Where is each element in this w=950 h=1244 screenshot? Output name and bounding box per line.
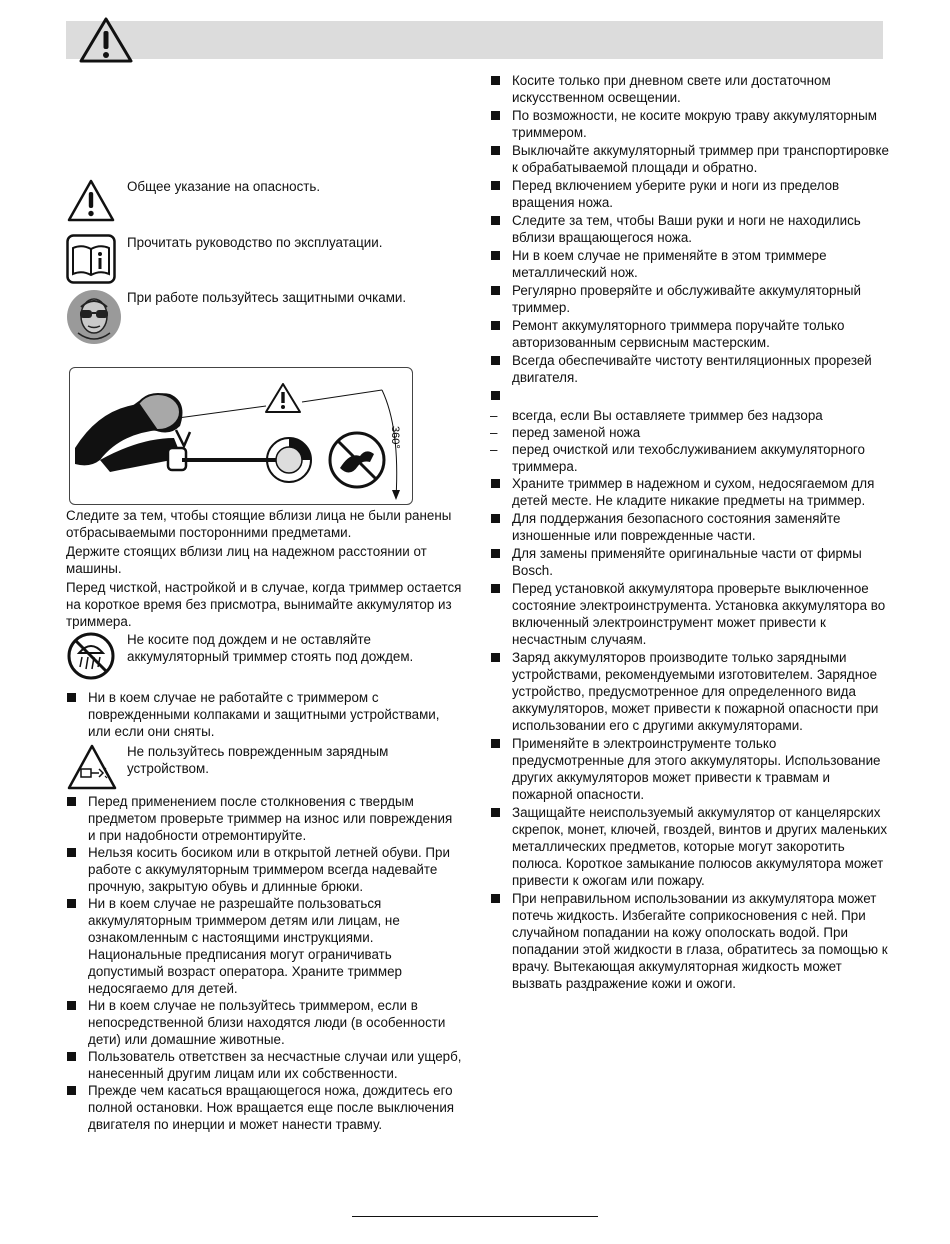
trimmer-illustration — [70, 368, 412, 504]
symbol-text: Общее указание на опасность. — [127, 179, 321, 194]
bullet-square-icon — [491, 146, 500, 155]
charger-note: Не пользуйтесь поврежденным зарядным устройством. — [127, 744, 389, 776]
trimmer-hazard-figure — [69, 367, 413, 505]
paragraph: Держите стоящих вблизи лиц на надежном расстоянии от машины. — [66, 544, 427, 576]
bullet-square-icon — [491, 356, 500, 365]
list-item — [490, 735, 890, 803]
list-item-text: Всегда обеспечивайте чистоту вентиляционных прорезей двигателя. — [512, 353, 872, 385]
list-item — [66, 895, 462, 997]
bullet-square-icon — [491, 286, 500, 295]
bullet-square-icon — [491, 894, 500, 903]
left-paragraphs — [66, 507, 462, 632]
list-item-text: Применяйте в электроинструменте только предусмотренные для этого аккумуляторы. Использование других аккумуляторов может привести к травмам и пожарной опасности. — [512, 736, 881, 802]
list-item — [490, 282, 890, 316]
list-item — [66, 1048, 462, 1082]
list-item-text: Для замены применяйте оригинальные части от фирмы Bosch. — [512, 546, 862, 578]
list-item-text: Нельзя косить босиком или в открытой летней обуви. При работе с аккумуляторным триммером всегда надевайте прочную, закрытую обувь и длинные брюки. — [88, 845, 450, 894]
list-item-text: Ни в коем случае не работайте с триммером с поврежденными колпаками и защитными устройствами, или если они сняты. — [88, 690, 440, 739]
paragraph: Следите за тем, чтобы стоящие вблизи лица не были ранены отбрасываемыми посторонними предметами. — [66, 508, 452, 540]
list-item-text: Перед применением после столкновения с твердым предметом проверьте триммер на износ или повреждения и при надобности отремонтируйте. — [88, 794, 453, 843]
list-item — [490, 545, 890, 579]
list-item-text: Косите только при дневном свете или достаточном искусственном освещении. — [512, 73, 831, 105]
list-item-text: Ни в коем случае не пользуйтесь триммером, если в непосредственной близи находятся люди (в особенности дети) или домашние животные. — [88, 998, 446, 1047]
bullet-square-icon — [491, 479, 500, 488]
list-item — [66, 793, 462, 844]
list-item-text: Ремонт аккумуляторного триммера поручайте только авторизованным сервисным мастерским. — [512, 318, 845, 350]
list-item-text: Защищайте неиспользуемый аккумулятор от канцелярских скрепок, монет, ключей, гвоздей, винтов и других маленьких металлических предметов, которые могут закоротить полюса. Короткое замыкание полюсов аккумулятора может привести к ожогам или пожару. — [512, 805, 888, 888]
list-item-text: Для поддержания безопасного состояния заменяйте изношенные или поврежденные части. — [512, 511, 841, 543]
list-item-text: Заряд аккумуляторов производите только зарядными устройствами, рекомендуемыми изготовителем. Зарядное устройство, предусмотренное для определенного вида аккумуляторов, может привести к пожарной опасности при использовании его с другими аккумуляторами. — [512, 650, 879, 733]
list-item — [490, 177, 890, 211]
section-header-bar — [66, 21, 883, 59]
list-item — [66, 1082, 462, 1133]
symbol-text: Прочитать руководство по эксплуатации. — [127, 235, 383, 250]
list-item — [490, 142, 890, 176]
bullet-square-icon — [491, 653, 500, 662]
list-item-text: При неправильном использовании из аккумулятора может потечь жидкость. Избегайте соприкосновения с ней. При случайном попадании на кожу ополоскать водой. При попадании этой жидкости в глаза, обратитесь за помощью к врачу. Вытекающая аккумуляторная жидкость может вызвать раздражение кожи и ожоги. — [512, 891, 888, 991]
list-item — [490, 804, 890, 889]
bullet-square-icon — [491, 181, 500, 190]
list-item — [490, 317, 890, 351]
list-item-text: Ни в коем случае не разрешайте пользоваться аккумуляторным триммером детям или лицам, не ознакомленным с настоящими инструкциями. Национальные предписания могут ограничивать допустимый возраст оператора. Храните триммер недосягаемо для детей. — [88, 896, 402, 996]
bullet-square-icon — [491, 76, 500, 85]
bullet-square-icon — [67, 693, 76, 702]
list-item — [490, 212, 890, 246]
bullet-square-icon — [67, 1052, 76, 1061]
right-column — [490, 72, 890, 993]
warning-triangle-icon — [78, 16, 134, 64]
list-item-text: Регулярно проверяйте и обслуживайте аккумуляторный триммер. — [512, 283, 861, 315]
bullet-square-icon — [67, 1086, 76, 1095]
bullet-square-icon — [491, 514, 500, 523]
list-item-text: Перед установкой аккумулятора проверьте выключенное состояние электроинструмента. Установка аккумулятора во включенный электроинструмент может привести к несчастным случаям. — [512, 581, 886, 647]
bullet-square-icon — [67, 899, 76, 908]
footer-rule — [352, 1216, 598, 1217]
dash-item — [490, 407, 890, 424]
read-manual-icon — [66, 234, 116, 284]
bullet-square-icon — [491, 216, 500, 225]
list-item-text: Следите за тем, чтобы Ваши руки и ноги не находились вблизи вращающегося ножа. — [512, 213, 861, 245]
bullet-square-icon — [491, 739, 500, 748]
dash-item-text: перед очисткой или техобслуживанием аккумуляторного триммера. — [512, 442, 865, 474]
bullet-square-icon — [67, 1001, 76, 1010]
list-item — [490, 107, 890, 141]
list-item — [490, 475, 890, 509]
list-item — [66, 844, 462, 895]
list-item — [490, 649, 890, 734]
bullet-square-icon — [491, 251, 500, 260]
list-item — [66, 689, 462, 740]
list-item-text: По возможности, не косите мокрую траву аккумуляторным триммером. — [512, 108, 877, 140]
bullet-square-icon — [491, 549, 500, 558]
damaged-charger-warning-icon — [66, 743, 118, 791]
bullet-square-icon — [67, 797, 76, 806]
rain-note: Не косите под дождем и не оставляйте аккумуляторный триммер стоять под дождем. — [127, 632, 414, 664]
dash-marker: – — [490, 425, 498, 440]
left-bullets-a — [66, 689, 462, 740]
dash-item-text: всегда, если Вы оставляете триммер без надзора — [512, 408, 823, 423]
list-item-text: Прежде чем касаться вращающегося ножа, дождитесь его полной остановки. Нож вращается еще после выключения двигателя по инерции и может нанести травму. — [88, 1083, 455, 1132]
dash-item-text: перед заменой ножа — [512, 425, 641, 440]
dash-marker: – — [490, 408, 498, 423]
safety-goggles-icon — [66, 289, 122, 345]
list-item — [490, 72, 890, 106]
list-item — [490, 510, 890, 544]
list-item — [490, 352, 890, 386]
angle-label: 360° — [389, 426, 401, 449]
bullet-square-icon — [491, 808, 500, 817]
left-bullets-b — [66, 793, 462, 1133]
list-item — [490, 387, 890, 406]
list-item-text: Выключайте аккумуляторный триммер при транспортировке к обрабатываемой площади и обратно. — [512, 143, 889, 175]
dash-item — [490, 441, 890, 475]
list-item-text: Ни в коем случае не применяйте в этом триммере металлический нож. — [512, 248, 827, 280]
symbol-text: При работе пользуйтесь защитными очками. — [127, 290, 407, 305]
list-item-text: Храните триммер в надежном и сухом, недосягаемом для детей месте. Не кладите никакие предметы на триммер. — [512, 476, 875, 508]
dash-item — [490, 424, 890, 441]
bullet-square-icon — [67, 848, 76, 857]
bullet-square-icon — [491, 321, 500, 330]
list-item-text: Перед включением уберите руки и ноги из пределов вращения ножа. — [512, 178, 840, 210]
bullet-square-icon — [491, 584, 500, 593]
list-item — [66, 997, 462, 1048]
warning-triangle-icon — [66, 178, 116, 224]
list-item-text: Пользователь ответствен за несчастные случаи или ущерб, нанесенный другим лицам или их собственности. — [88, 1049, 462, 1081]
bullet-square-icon — [491, 391, 500, 400]
no-rain-icon — [66, 631, 116, 681]
list-item — [490, 247, 890, 281]
dash-marker: – — [490, 442, 498, 457]
paragraph: Перед чисткой, настройкой и в случае, когда триммер остается на короткое время без присмотра, вынимайте аккумулятор из триммера. — [66, 580, 462, 629]
list-item — [490, 890, 890, 992]
bullet-square-icon — [491, 111, 500, 120]
list-item — [490, 580, 890, 648]
